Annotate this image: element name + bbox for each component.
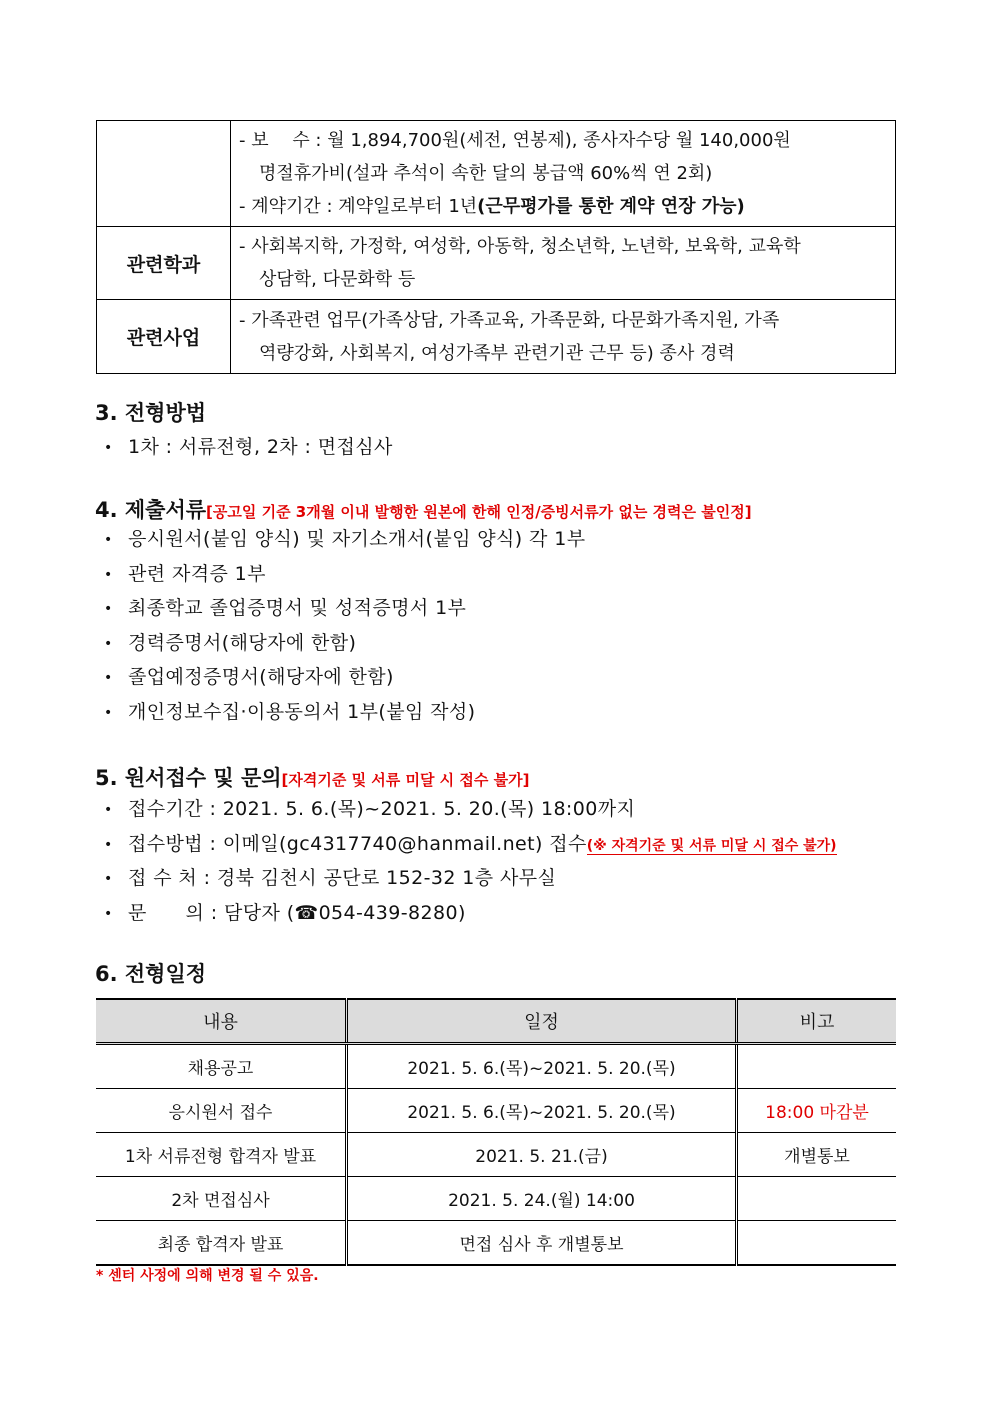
bullet-icon: • xyxy=(104,836,113,853)
section3-heading: 3. 전형방법 xyxy=(95,401,207,425)
receipt-method: 접수방법 : 이메일(gc4317740@hanmail.net) 접수 xyxy=(128,832,587,855)
section4-list xyxy=(104,522,585,729)
section5-note: [자격기준 및 서류 미달 시 접수 불가] xyxy=(281,771,530,789)
related-work-cell xyxy=(231,300,896,374)
table-row: 응시원서 접수 2021. 5. 6.(목)~2021. 5. 20.(목) 18:00 마감분 xyxy=(96,1089,896,1133)
list-item: • 관련 자격증 1부 xyxy=(104,557,585,592)
section5-title: 5. 원서접수 및 문의 xyxy=(95,766,282,790)
list-item xyxy=(104,827,837,862)
bullet-icon: • xyxy=(104,601,113,617)
table-row: 1차 서류전형 합격자 발표 2021. 5. 21.(금) 개별통보 xyxy=(96,1133,896,1177)
related-work-line2: 역량강화, 사회복지, 여성가족부 관련기관 근무 등) 종사 경력 xyxy=(259,342,735,364)
bullet-icon: • xyxy=(104,871,113,887)
bullet-icon: • xyxy=(104,566,113,583)
list-item: • 졸업예정증명서(해당자에 한함) xyxy=(104,660,585,695)
table-row xyxy=(97,227,896,300)
section3-list xyxy=(104,430,393,465)
bullet-icon: • xyxy=(104,670,113,686)
contract-period-text: - 계약기간 : 계약일로부터 1년 xyxy=(239,196,478,217)
contract-period-line xyxy=(239,190,887,223)
row-label-empty xyxy=(97,121,231,227)
contract-extension-text: (근무평가를 통한 계약 연장 가능) xyxy=(477,196,745,217)
receipt-method-note: (※ 자격기준 및 서류 미달 시 접수 불가) xyxy=(586,837,837,854)
bullet-icon: • xyxy=(104,440,113,456)
related-major-label: 관련학과 xyxy=(97,227,231,300)
column-header: 비고 xyxy=(737,999,897,1044)
related-work-label: 관련사업 xyxy=(97,300,231,374)
section4-note: [공고일 기준 3개월 이내 발행한 원본에 한해 인정/증빙서류가 없는 경력은 불인정] xyxy=(206,503,752,521)
section5-heading xyxy=(95,762,529,792)
list-item: • 최종학교 졸업증명서 및 성적증명서 1부 xyxy=(104,591,585,626)
table-row: 채용공고 2021. 5. 6.(목)~2021. 5. 20.(목) xyxy=(96,1044,896,1089)
qualification-table xyxy=(96,120,896,374)
list-item: • 경력증명서(해당자에 한함) xyxy=(104,626,585,661)
bullet-icon: • xyxy=(104,905,113,922)
table-row: 최종 합격자 발표 면접 심사 후 개별통보 xyxy=(96,1221,896,1266)
table-row xyxy=(97,300,896,374)
column-header: 일정 xyxy=(347,999,737,1044)
receipt-place: 접 수 처 : 경북 김천시 공단로 152-32 1층 사무실 xyxy=(128,867,557,889)
contact-info: 문 의 : 담당자 (☎054-439-8280) xyxy=(128,901,466,924)
list-item xyxy=(104,861,837,896)
list-item xyxy=(104,792,837,827)
section6-heading: 6. 전형일정 xyxy=(95,962,207,986)
section4-title: 4. 제출서류 xyxy=(95,498,207,522)
bullet-icon: • xyxy=(104,635,113,652)
bullet-icon: • xyxy=(104,704,113,721)
holiday-bonus-line: 명절휴가비(설과 추석이 속한 달의 봉급액 60%씩 연 2회) xyxy=(259,163,713,184)
related-major-line1: - 사회복지학, 가정학, 여성학, 아동학, 청소년학, 노년학, 보육학, 교육학 xyxy=(239,236,801,257)
bullet-icon: • xyxy=(104,802,113,818)
related-major-cell xyxy=(231,227,896,300)
column-header: 내용 xyxy=(96,999,347,1044)
receipt-period: 접수기간 : 2021. 5. 6.(목)~2021. 5. 20.(목) 18:00까지 xyxy=(128,798,636,820)
list-item: • 1차 : 서류전형, 2차 : 면접심사 xyxy=(104,430,393,465)
related-major-line2: 상담학, 다문화학 등 xyxy=(259,269,416,290)
list-item: • 응시원서(붙임 양식) 및 자기소개서(붙임 양식) 각 1부 xyxy=(104,522,585,557)
table-header-row xyxy=(96,999,896,1044)
bullet-icon: • xyxy=(104,532,113,548)
salary-line: - 보 수 : 월 1,894,700원(세전, 연봉제), 종사자수당 월 140,000원 xyxy=(239,130,791,151)
deadline-note: 18:00 마감분 xyxy=(737,1089,897,1133)
section5-list xyxy=(104,792,837,930)
related-work-line1: - 가족관련 업무(가족상담, 가족교육, 가족문화, 다문화가족지원, 가족 xyxy=(239,309,780,331)
table-row xyxy=(97,121,896,227)
list-item: • 개인정보수집·이용동의서 1부(붙임 작성) xyxy=(104,695,585,730)
footnote: * 센터 사정에 의해 변경 될 수 있음. xyxy=(96,1268,319,1284)
schedule-table xyxy=(96,998,896,1266)
table-row: 2차 면접심사 2021. 5. 24.(월) 14:00 xyxy=(96,1177,896,1221)
list-item xyxy=(104,896,837,931)
section4-heading xyxy=(95,494,752,524)
salary-contract-cell xyxy=(231,121,896,227)
